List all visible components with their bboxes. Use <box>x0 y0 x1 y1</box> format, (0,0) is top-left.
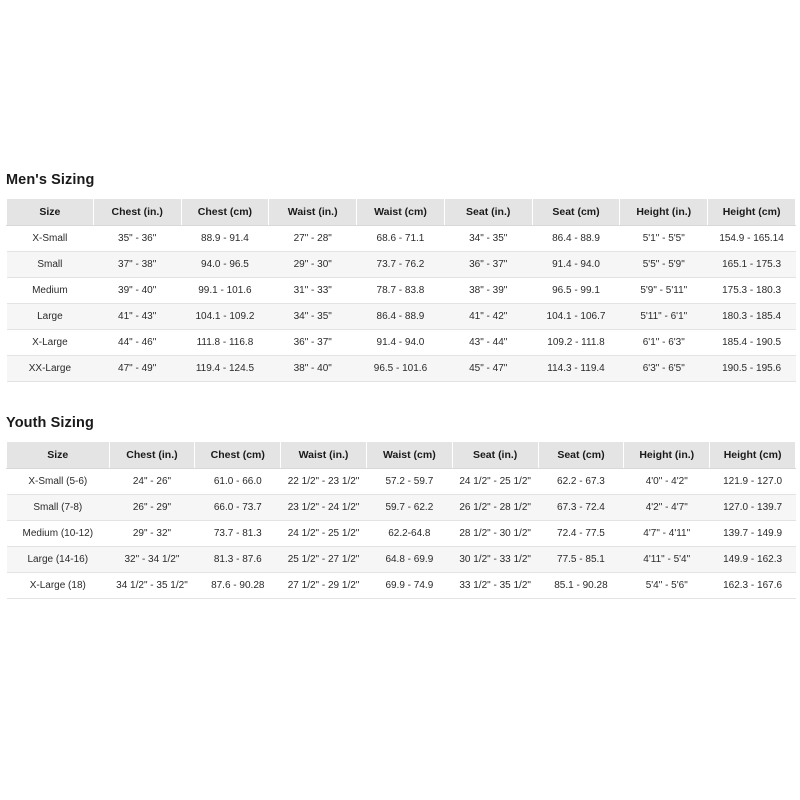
cell-waist-cm: 96.5 - 101.6 <box>357 356 445 382</box>
cell-seat-cm: 104.1 - 106.7 <box>532 304 620 330</box>
column-header-size: Size <box>7 199 94 226</box>
cell-seat-cm: 96.5 - 99.1 <box>532 278 620 304</box>
column-header-waist-in: Waist (in.) <box>269 199 357 226</box>
cell-size: Large <box>7 304 94 330</box>
column-header-chest-cm: Chest (cm) <box>181 199 269 226</box>
cell-seat-cm: 86.4 - 88.9 <box>532 226 620 252</box>
cell-chest-cm: 81.3 - 87.6 <box>195 547 281 573</box>
cell-height-in: 6'3" - 6'5" <box>620 356 708 382</box>
table-header-row <box>7 199 796 226</box>
cell-height-in: 6'1" - 6'3" <box>620 330 708 356</box>
table-row <box>7 521 796 547</box>
cell-size: X-Small (5-6) <box>7 469 110 495</box>
youth-sizing-title: Youth Sizing <box>6 415 94 431</box>
table-header-row <box>7 442 796 469</box>
table-row <box>7 330 796 356</box>
cell-height-in: 5'4" - 5'6" <box>624 573 710 599</box>
cell-chest-cm: 111.8 - 116.8 <box>181 330 269 356</box>
cell-height-cm: 127.0 - 139.7 <box>710 495 796 521</box>
cell-height-cm: 149.9 - 162.3 <box>710 547 796 573</box>
cell-waist-in: 34" - 35" <box>269 304 357 330</box>
column-header-waist-cm: Waist (cm) <box>357 199 445 226</box>
table-row <box>7 573 796 599</box>
cell-waist-in: 23 1/2" - 24 1/2" <box>281 495 367 521</box>
cell-seat-cm: 91.4 - 94.0 <box>532 252 620 278</box>
cell-waist-cm: 62.2-64.8 <box>366 521 452 547</box>
cell-height-cm: 121.9 - 127.0 <box>710 469 796 495</box>
cell-chest-in: 39" - 40" <box>93 278 181 304</box>
table-row <box>7 495 796 521</box>
cell-chest-in: 37" - 38" <box>93 252 181 278</box>
cell-seat-in: 38" - 39" <box>444 278 532 304</box>
cell-waist-in: 29" - 30" <box>269 252 357 278</box>
cell-seat-in: 43" - 44" <box>444 330 532 356</box>
mens-sizing-section <box>0 172 800 382</box>
youth-sizing-table <box>6 441 796 599</box>
cell-seat-in: 30 1/2" - 33 1/2" <box>452 547 538 573</box>
cell-waist-in: 25 1/2" - 27 1/2" <box>281 547 367 573</box>
cell-seat-in: 34" - 35" <box>444 226 532 252</box>
cell-height-in: 4'7" - 4'11" <box>624 521 710 547</box>
cell-chest-cm: 73.7 - 81.3 <box>195 521 281 547</box>
cell-size: X-Large (18) <box>7 573 110 599</box>
cell-chest-cm: 66.0 - 73.7 <box>195 495 281 521</box>
cell-height-cm: 175.3 - 180.3 <box>708 278 796 304</box>
cell-height-in: 5'11" - 6'1" <box>620 304 708 330</box>
cell-chest-cm: 88.9 - 91.4 <box>181 226 269 252</box>
cell-waist-in: 22 1/2" - 23 1/2" <box>281 469 367 495</box>
cell-chest-in: 47" - 49" <box>93 356 181 382</box>
cell-size: Medium (10-12) <box>7 521 110 547</box>
cell-chest-in: 24" - 26" <box>109 469 195 495</box>
cell-height-cm: 185.4 - 190.5 <box>708 330 796 356</box>
cell-chest-cm: 87.6 - 90.28 <box>195 573 281 599</box>
page-header-space <box>0 0 800 160</box>
cell-height-cm: 165.1 - 175.3 <box>708 252 796 278</box>
cell-waist-cm: 78.7 - 83.8 <box>357 278 445 304</box>
table-row <box>7 469 796 495</box>
cell-chest-cm: 61.0 - 66.0 <box>195 469 281 495</box>
column-header-chest-in: Chest (in.) <box>109 442 195 469</box>
cell-waist-cm: 91.4 - 94.0 <box>357 330 445 356</box>
cell-seat-in: 45" - 47" <box>444 356 532 382</box>
cell-seat-cm: 62.2 - 67.3 <box>538 469 624 495</box>
column-header-height-cm: Height (cm) <box>710 442 796 469</box>
cell-chest-in: 32" - 34 1/2" <box>109 547 195 573</box>
cell-waist-in: 36" - 37" <box>269 330 357 356</box>
cell-chest-in: 29" - 32" <box>109 521 195 547</box>
column-header-waist-in: Waist (in.) <box>281 442 367 469</box>
cell-height-in: 4'0" - 4'2" <box>624 469 710 495</box>
cell-seat-cm: 77.5 - 85.1 <box>538 547 624 573</box>
column-header-size: Size <box>7 442 110 469</box>
cell-height-in: 5'9" - 5'11" <box>620 278 708 304</box>
column-header-waist-cm: Waist (cm) <box>366 442 452 469</box>
mens-sizing-table <box>6 198 796 382</box>
table-row <box>7 356 796 382</box>
cell-height-cm: 190.5 - 195.6 <box>708 356 796 382</box>
cell-size: Small (7-8) <box>7 495 110 521</box>
cell-waist-cm: 57.2 - 59.7 <box>366 469 452 495</box>
cell-seat-in: 28 1/2" - 30 1/2" <box>452 521 538 547</box>
table-row <box>7 226 796 252</box>
table-row <box>7 304 796 330</box>
cell-seat-in: 26 1/2" - 28 1/2" <box>452 495 538 521</box>
cell-waist-cm: 73.7 - 76.2 <box>357 252 445 278</box>
cell-size: Small <box>7 252 94 278</box>
cell-chest-cm: 104.1 - 109.2 <box>181 304 269 330</box>
youth-sizing-section <box>0 415 800 599</box>
cell-height-cm: 139.7 - 149.9 <box>710 521 796 547</box>
cell-size: Medium <box>7 278 94 304</box>
column-header-chest-cm: Chest (cm) <box>195 442 281 469</box>
column-header-seat-in: Seat (in.) <box>444 199 532 226</box>
cell-chest-in: 35" - 36" <box>93 226 181 252</box>
column-header-seat-cm: Seat (cm) <box>538 442 624 469</box>
cell-chest-cm: 99.1 - 101.6 <box>181 278 269 304</box>
table-row <box>7 547 796 573</box>
cell-seat-cm: 67.3 - 72.4 <box>538 495 624 521</box>
column-header-seat-cm: Seat (cm) <box>532 199 620 226</box>
cell-height-in: 5'1" - 5'5" <box>620 226 708 252</box>
column-header-height-in: Height (in.) <box>624 442 710 469</box>
cell-height-cm: 180.3 - 185.4 <box>708 304 796 330</box>
cell-seat-in: 41" - 42" <box>444 304 532 330</box>
table-row <box>7 252 796 278</box>
cell-chest-in: 34 1/2" - 35 1/2" <box>109 573 195 599</box>
cell-waist-cm: 68.6 - 71.1 <box>357 226 445 252</box>
column-header-chest-in: Chest (in.) <box>93 199 181 226</box>
cell-waist-cm: 69.9 - 74.9 <box>366 573 452 599</box>
cell-size: Large (14-16) <box>7 547 110 573</box>
cell-chest-in: 26" - 29" <box>109 495 195 521</box>
cell-height-cm: 162.3 - 167.6 <box>710 573 796 599</box>
mens-sizing-title: Men's Sizing <box>6 172 95 188</box>
cell-seat-in: 36" - 37" <box>444 252 532 278</box>
cell-seat-cm: 114.3 - 119.4 <box>532 356 620 382</box>
cell-height-in: 5'5" - 5'9" <box>620 252 708 278</box>
cell-seat-cm: 109.2 - 111.8 <box>532 330 620 356</box>
cell-waist-in: 27 1/2" - 29 1/2" <box>281 573 367 599</box>
column-header-height-in: Height (in.) <box>620 199 708 226</box>
cell-chest-in: 44" - 46" <box>93 330 181 356</box>
cell-size: X-Large <box>7 330 94 356</box>
column-header-seat-in: Seat (in.) <box>452 442 538 469</box>
cell-waist-cm: 64.8 - 69.9 <box>366 547 452 573</box>
cell-waist-cm: 59.7 - 62.2 <box>366 495 452 521</box>
cell-size: X-Small <box>7 226 94 252</box>
cell-chest-cm: 94.0 - 96.5 <box>181 252 269 278</box>
cell-seat-in: 33 1/2" - 35 1/2" <box>452 573 538 599</box>
cell-waist-in: 24 1/2" - 25 1/2" <box>281 521 367 547</box>
cell-height-cm: 154.9 - 165.14 <box>708 226 796 252</box>
cell-chest-in: 41" - 43" <box>93 304 181 330</box>
table-row <box>7 278 796 304</box>
column-header-height-cm: Height (cm) <box>708 199 796 226</box>
cell-height-in: 4'2" - 4'7" <box>624 495 710 521</box>
cell-seat-cm: 85.1 - 90.28 <box>538 573 624 599</box>
cell-height-in: 4'11" - 5'4" <box>624 547 710 573</box>
cell-size: XX-Large <box>7 356 94 382</box>
cell-waist-in: 31" - 33" <box>269 278 357 304</box>
cell-waist-in: 38" - 40" <box>269 356 357 382</box>
cell-chest-cm: 119.4 - 124.5 <box>181 356 269 382</box>
cell-waist-in: 27" - 28" <box>269 226 357 252</box>
cell-waist-cm: 86.4 - 88.9 <box>357 304 445 330</box>
cell-seat-in: 24 1/2" - 25 1/2" <box>452 469 538 495</box>
cell-seat-cm: 72.4 - 77.5 <box>538 521 624 547</box>
